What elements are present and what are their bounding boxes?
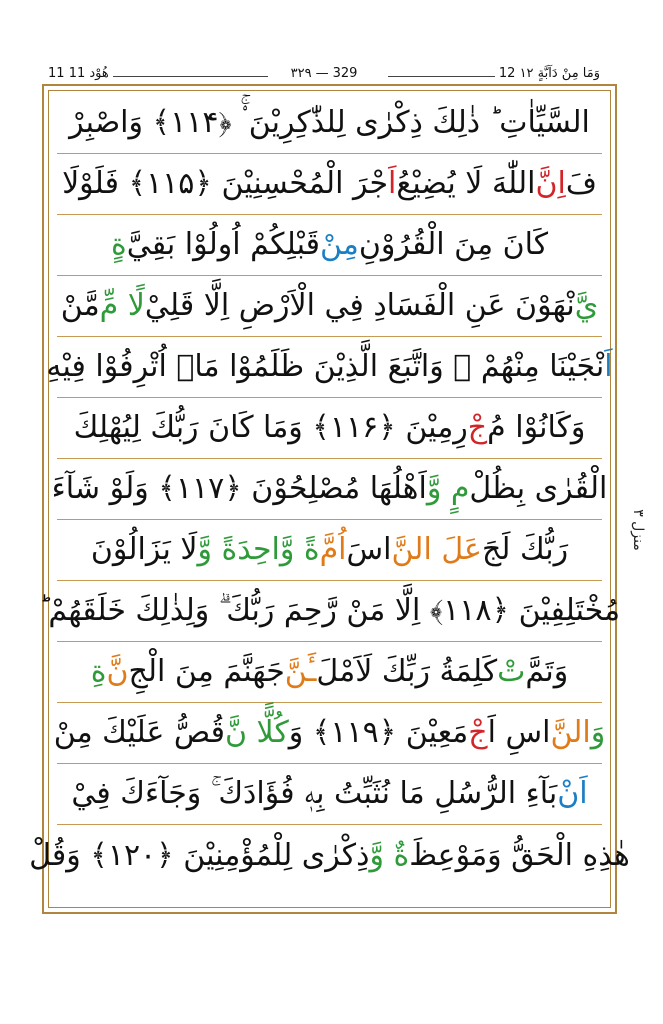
verse-line (29, 825, 630, 886)
verse-text-segment: اَنْ (557, 776, 588, 811)
header-surah-name: 11 هُوْد 11 (44, 66, 113, 81)
verse-line (57, 276, 602, 337)
verse-text-segment: مُخْتَلِفِيْنَ ﴿۱۱۸﴾ اِلَّا مَنْ رَّحِمَ رَبُّكَ ۗ وَلِذٰلِكَ خَلَقَهُمْ ؕ (38, 593, 621, 628)
verse-text-segment: وَ (590, 715, 606, 750)
verse-text-segment: اسَ (346, 532, 392, 567)
verse-text-segment: مِنْ (319, 227, 359, 262)
verse-text-segment: جْ (467, 410, 488, 445)
verse-line (57, 642, 602, 703)
verse-text-segment: نْهَوْنَ عَنِ الْفَسَادِ فِي الْاَرْضِ اِلَّا قَلِيْ (144, 288, 575, 323)
verse-text-segment: رَبُّكَ لَجَ (481, 532, 569, 567)
verse-text-segment: اَ (604, 349, 613, 384)
verse-line (38, 581, 621, 642)
verse-text-segment: ةً وَّ (279, 532, 320, 567)
verse-text-segment: ذِكْرٰى لِلْمُؤْمِنِيْنَ ﴿۱۲۰﴾ وَقُلْ (29, 837, 370, 873)
verse-text-segment: جْرَ الْمُحْسِنِيْنَ ﴿۱۱۵﴾ فَلَوْلَا (62, 166, 389, 201)
verse-text-segment: اسِ اَ (487, 715, 551, 750)
manzil-marker (618, 480, 658, 580)
verse-text-segment: مٍ وَّ (426, 471, 470, 506)
verse-line (57, 93, 602, 154)
verse-text-segment: اَهْلُهَا مُصْلِحُوْنَ ﴿۱۱۷﴾ وَلَوْ شَآءَ (51, 471, 427, 506)
verse-text-segment: جَهَنَّمَ مِنَ الْجِ (128, 654, 285, 689)
verse-line (46, 337, 613, 398)
page-number-latin: 329 (329, 66, 362, 81)
page-number-urdu: ۳۲۹ (287, 66, 316, 81)
verse-text-segment: لَا يَزَالُوْنَ (90, 532, 198, 567)
verse-line (57, 215, 602, 276)
verse-text-segment: نَّ (106, 654, 129, 689)
verse-text-segment: هٰذِهِ الْحَقُّ وَمَوْعِظَ (409, 837, 630, 873)
header-para-name: 12 وَمَا مِنْ دَآبَّةٍ ۱۲ (495, 66, 604, 81)
verse-text-segment: احِدَةً وَّ (197, 532, 280, 567)
verse-text-segment: كَلِمَةُ رَبِّكَ لَاَمْلَ (316, 654, 498, 689)
verse-text-segment: قُصُّ عَلَيْكَ مِنْ (53, 715, 225, 750)
header-page-number: ۳۲۹ — 329 (44, 66, 604, 81)
verse-text-segment: رِمِيْنَ ﴿۱۱۶﴾ وَمَا كَانَ رَبُّكَ لِيُهْلِكَ (73, 410, 468, 445)
verse-text-segment: نْجَيْنَا مِنْهُمْ ۚ وَاتَّبَعَ الَّذِيْنَ ظَلَمُوْا مَاۤ اُتْرِفُوْا فِيْهِ (46, 349, 605, 384)
verse-text-segment: الْقُرٰى بِظُلْ (469, 471, 608, 506)
manzil-label: منزل ۳ (630, 509, 647, 551)
verse-text-segment: جْ (468, 715, 488, 750)
verse-text-segment: فَ (565, 166, 597, 201)
text-frame (29, 84, 630, 914)
verse-text-segment: قَبْلِكُمْ اُولُوْا بَقِيَّ (126, 227, 320, 262)
verse-text-segment: وَكَانُوْا مُ (487, 410, 586, 445)
verse-text-segment: بَآءِ الرُّسُلِ مَا نُثَبِّتُ بِهٖ فُؤَادَكَ ۚ وَجَآءَكَ فِيْ (71, 776, 558, 811)
verse-text-segment: وَتَمَّ (525, 654, 569, 689)
verse-text-segment: يَّ (574, 288, 599, 323)
verse-line (57, 764, 602, 825)
verse-text-segment: ـَٔنَّ (284, 654, 317, 689)
verse-text-segment: اَ (388, 166, 397, 201)
verse-text-segment: عَلَ النَّ (391, 532, 482, 567)
verse-text-segment: اِنَّ (535, 166, 566, 201)
verse-text-segment: مَّنْ (60, 288, 100, 323)
verse-line (51, 459, 608, 520)
verse-text-segment: ةٌ وَّ (369, 837, 410, 873)
verse-line (57, 154, 602, 215)
verse-text-segment: كَانَ مِنَ الْقُرُوْنِ (358, 227, 549, 262)
verse-text-segment: السَّيِّاٰتِ ؕ ذٰلِكَ ذِكْرٰى لِلذّٰكِرِيْنَ ۟ۚ ﴿۱۱۴﴾ وَاصْبِرْ (69, 105, 590, 140)
verse-text-segment: لًا مِّ (99, 288, 145, 323)
verse-text-segment: ةٍ (110, 227, 127, 262)
verse-text-segment: اُمَّ (319, 532, 347, 567)
verse-text-segment: تْ (497, 654, 526, 689)
verse-text-segment: النَّ (550, 715, 591, 750)
verse-text-segment: ةِ (90, 654, 107, 689)
verse-line (57, 398, 602, 459)
verse-text-segment: اللّٰهَ لَا يُضِيْعُ (396, 166, 536, 201)
verse-line (57, 520, 602, 581)
text-frame-inner (29, 90, 630, 908)
verse-line (53, 703, 606, 764)
verse-text-segment: كُلًّا نَّ (224, 715, 289, 750)
verse-text-segment: مَعِيْنَ ﴿۱۱۹﴾ وَ (288, 715, 469, 750)
